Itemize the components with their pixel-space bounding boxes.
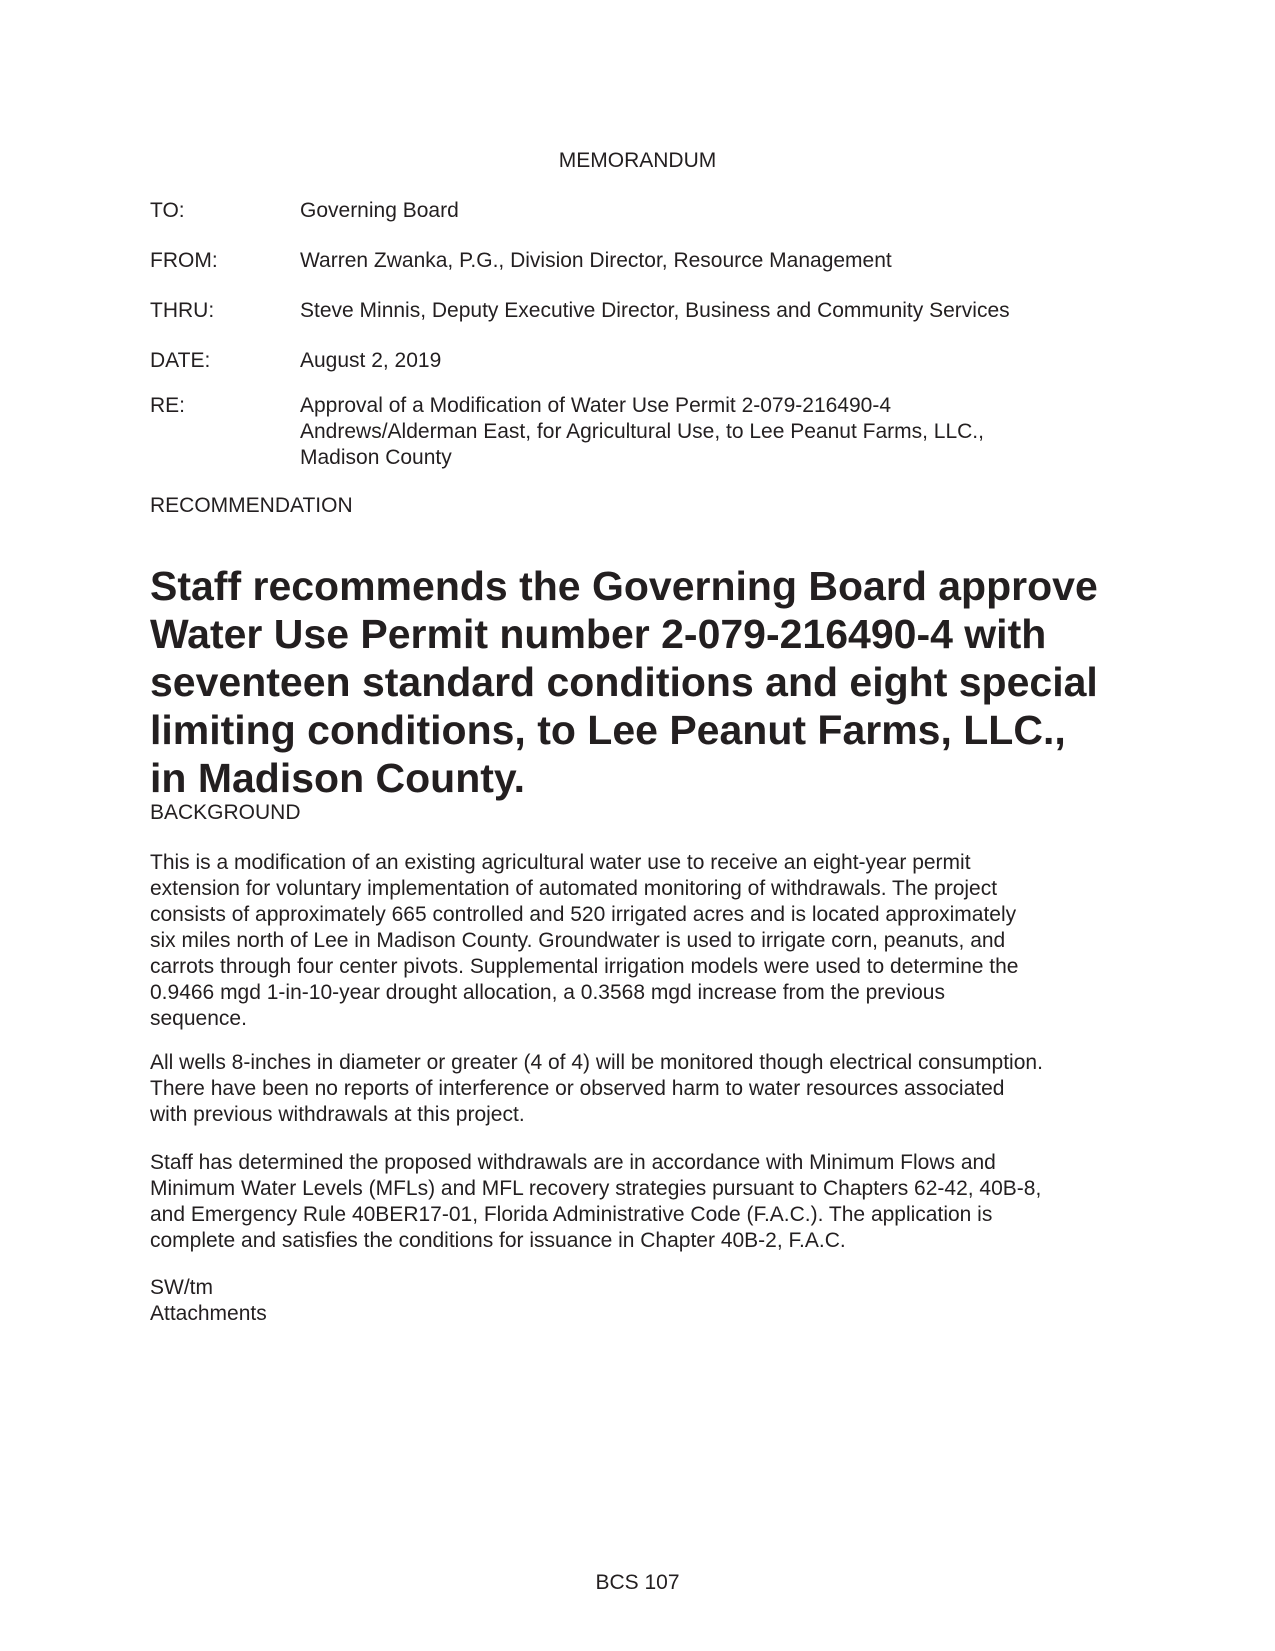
paragraph-line: consists of approximately 665 controlled and 520 irrigated acres and is located approximately [150, 903, 1017, 926]
background-paragraph-1 [150, 850, 1150, 1032]
to-value: Governing Board [300, 199, 459, 222]
from-value: Warren Zwanka, P.G., Division Director, Resource Management [300, 249, 892, 272]
background-paragraph-3 [150, 1150, 1150, 1254]
recommendation-heading: RECOMMENDATION [150, 494, 353, 517]
paragraph-line: 0.9466 mgd 1-in-10-year drought allocation, a 0.3568 mgd increase from the previous [150, 981, 945, 1004]
memo-title: MEMORANDUM [558, 149, 717, 172]
date-value: August 2, 2019 [300, 349, 442, 372]
paragraph-line: and Emergency Rule 40BER17-01, Florida Administrative Code (F.A.C.). The application is [150, 1203, 993, 1226]
recommendation-line: Staff recommends the Governing Board approve [150, 563, 1098, 609]
attachments-label: Attachments [150, 1302, 267, 1325]
paragraph-line: six miles north of Lee in Madison County. Groundwater is used to irrigate corn, peanuts, and [150, 929, 1006, 952]
recommendation-line: Water Use Permit number 2-079-216490-4 with [150, 611, 1047, 657]
re-line: Andrews/Alderman East, for Agricultural Use, to Lee Peanut Farms, LLC., [300, 420, 984, 443]
thru-value: Steve Minnis, Deputy Executive Director, Business and Community Services [300, 299, 1010, 322]
paragraph-line: carrots through four center pivots. Supplemental irrigation models were used to determine the [150, 955, 1019, 978]
thru-label: THRU: [150, 299, 215, 322]
recommendation-line: limiting conditions, to Lee Peanut Farms, LLC., [150, 707, 1066, 753]
paragraph-line: There have been no reports of interference or observed harm to water resources associated [150, 1077, 1005, 1100]
paragraph-line: This is a modification of an existing agricultural water use to receive an eight-year permit [150, 851, 971, 874]
background-paragraph-2 [150, 1050, 1150, 1128]
re-line: Madison County [300, 446, 452, 469]
paragraph-line: with previous withdrawals at this project. [150, 1103, 525, 1126]
recommendation-line: in Madison County. [150, 755, 526, 801]
date-label: DATE: [150, 349, 211, 372]
recommendation-text [150, 562, 1150, 802]
paragraph-line: Minimum Water Levels (MFLs) and MFL recovery strategies pursuant to Chapters 62-42, 40B-8, [150, 1177, 1042, 1200]
signoff-block [150, 1275, 1150, 1327]
paragraph-line: complete and satisfies the conditions for issuance in Chapter 40B-2, F.A.C. [150, 1229, 846, 1252]
paragraph-line: All wells 8-inches in diameter or greater (4 of 4) will be monitored though electrical consumption. [150, 1051, 1043, 1074]
signoff-initials: SW/tm [150, 1276, 213, 1299]
paragraph-line: Staff has determined the proposed withdrawals are in accordance with Minimum Flows and [150, 1151, 996, 1174]
background-heading: BACKGROUND [150, 801, 301, 824]
re-line: Approval of a Modification of Water Use Permit 2-079-216490-4 [300, 394, 892, 417]
from-label: FROM: [150, 249, 218, 272]
re-value [300, 393, 1130, 471]
to-label: TO: [150, 199, 185, 222]
paragraph-line: extension for voluntary implementation of automated monitoring of withdrawals. The project [150, 877, 998, 900]
paragraph-line: sequence. [150, 1007, 247, 1030]
re-label: RE: [150, 394, 186, 417]
page-number: BCS 107 [595, 1571, 680, 1594]
recommendation-line: seventeen standard conditions and eight special [150, 659, 1098, 705]
